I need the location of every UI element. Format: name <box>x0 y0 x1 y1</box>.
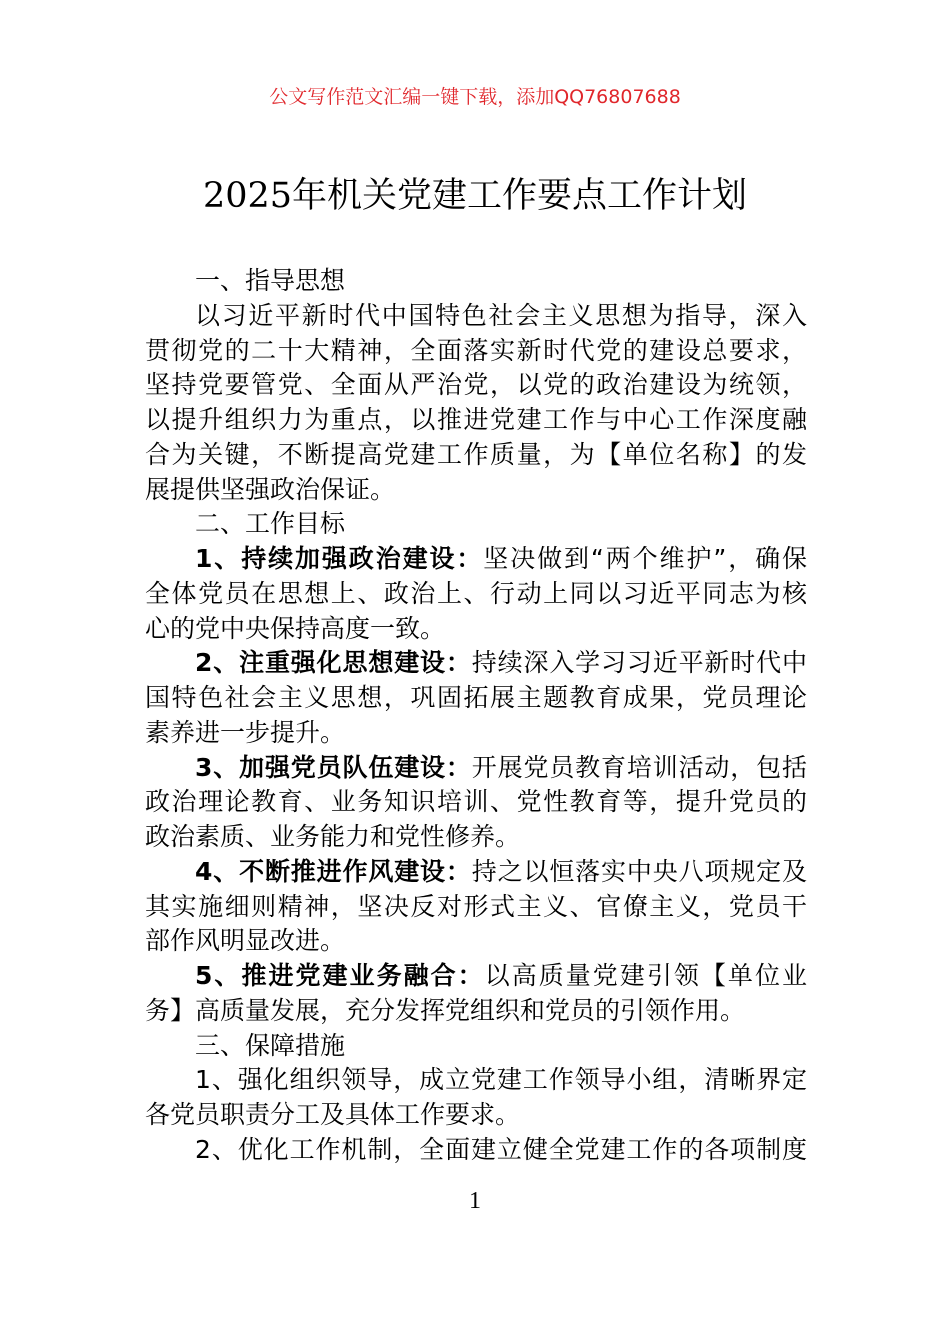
goal-text: 开展党员教育培训活动，包括 <box>471 752 807 782</box>
section-heading: 三、保障措施 <box>195 1030 346 1060</box>
paragraph-line: 展提供坚强政治保证。 <box>145 474 396 504</box>
goal-item <box>145 959 807 1029</box>
paragraph-line: 以提升组织力为重点，以推进党建工作与中心工作深度融 <box>145 405 807 434</box>
goal-text: 持之以恒落实中央八项规定及 <box>471 856 807 886</box>
goal-text: 坚决做到“两个维护”，确保 <box>483 544 807 573</box>
paragraph-line: 素养进一步提升。 <box>145 717 346 747</box>
measure-item <box>145 1133 807 1168</box>
goal-label: 1、持续加强政治建设： <box>195 544 484 573</box>
page-number: 1 <box>469 1188 481 1214</box>
paragraph-line: 务】高质量发展，充分发挥党组织和党员的引领作用。 <box>145 995 746 1025</box>
paragraph-line: 国特色社会主义思想，巩固拓展主题教育成果，党员理论 <box>145 683 807 712</box>
goal-label: 2、注重强化思想建设： <box>195 648 472 678</box>
goal-label: 5、推进党建业务融合： <box>195 961 485 990</box>
document-body <box>145 264 807 1168</box>
watermark-header: 公文写作范文汇编一键下载，添加QQ76807688 <box>269 86 681 108</box>
paragraph-line: 政治理论教育、业务知识培训、党性教育等，提升党员的 <box>145 787 807 817</box>
paragraph-line: 1、强化组织领导，成立党建工作领导小组，清晰界定 <box>195 1065 807 1095</box>
paragraph-line: 全体党员在思想上、政治上、行动上同以习近平同志为核 <box>145 578 807 608</box>
measure-item <box>145 1063 807 1133</box>
paragraph-line: 贯彻党的二十大精神，全面落实新时代党的建设总要求， <box>145 335 807 365</box>
section-heading: 二、工作目标 <box>195 509 346 539</box>
document-title: 2025年机关党建工作要点工作计划 <box>202 176 748 216</box>
paragraph-line: 心的党中央保持高度一致。 <box>145 613 446 643</box>
goal-item <box>145 542 807 646</box>
paragraph-line: 各党员职责分工及具体工作要求。 <box>145 1100 521 1129</box>
paragraph-line: 2、优化工作机制，全面建立健全党建工作的各项制度 <box>195 1134 807 1164</box>
paragraph-line: 合为关键，不断提高党建工作质量，为【单位名称】的发 <box>145 439 807 469</box>
paragraph-line: 政治素质、业务能力和党性修养。 <box>145 822 521 851</box>
section-heading: 一、指导思想 <box>195 266 346 295</box>
paragraph-line: 部作风明显改进。 <box>145 926 346 956</box>
goal-text: 持续深入学习习近平新时代中 <box>471 648 807 678</box>
goal-item <box>145 751 807 855</box>
goal-label: 4、不断推进作风建设： <box>195 856 472 886</box>
goal-item <box>145 646 807 750</box>
paragraph-guiding-ideology <box>145 299 807 508</box>
goal-label: 3、加强党员队伍建设： <box>195 752 472 782</box>
paragraph-line: 其实施细则精神，坚决反对形式主义、官僚主义，党员干 <box>145 891 807 921</box>
paragraph-line: 以习近平新时代中国特色社会主义思想为指导，深入 <box>195 300 807 330</box>
paragraph-line: 坚持党要管党、全面从严治党，以党的政治建设为统领， <box>145 370 807 400</box>
goal-text: 以高质量党建引领【单位业 <box>484 961 807 990</box>
goal-item <box>145 855 807 959</box>
